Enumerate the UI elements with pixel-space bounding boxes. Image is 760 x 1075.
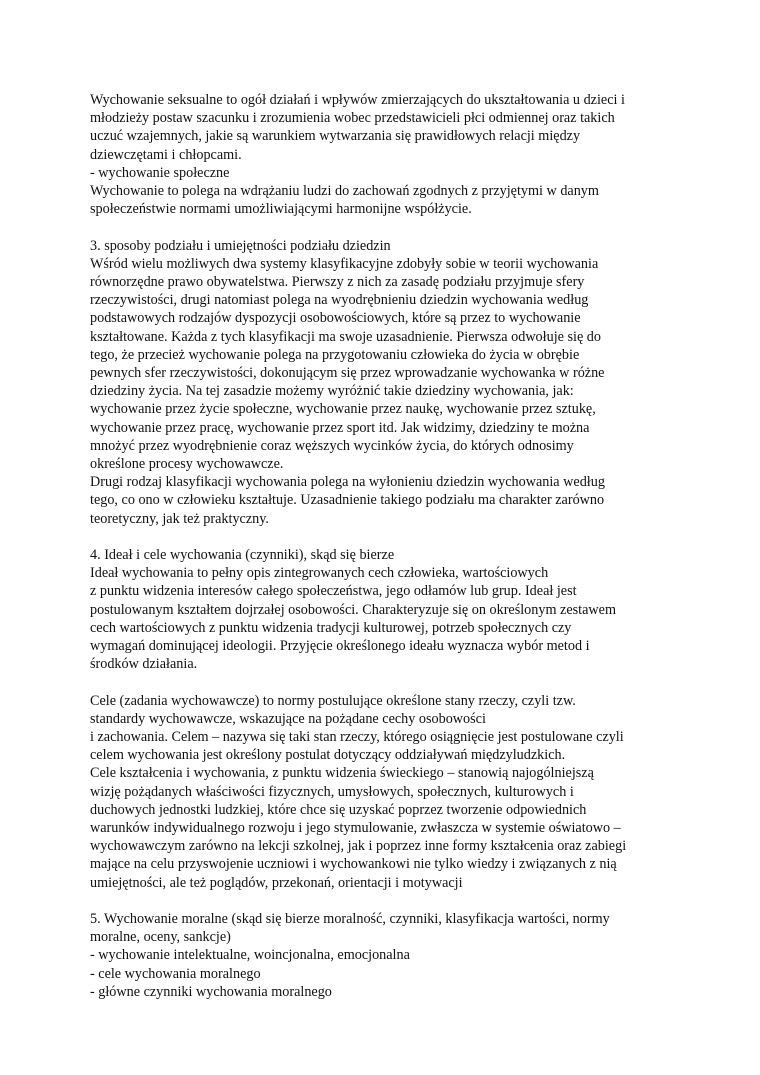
text-line: Wychowanie to polega na wdrążaniu ludzi do zachowań zgodnych z przyjętymi w danym (90, 183, 599, 200)
text-line: środków działania. (90, 656, 198, 673)
paragraph-ideal (90, 546, 700, 673)
paragraph-moralne (90, 910, 700, 1001)
text-line: wychowawczym zarówno na lekcji szkolnej, jak i poprzez inne formy kształcenia oraz zabiegi (90, 838, 627, 855)
text-line: uczuć wzajemnych, jakie są warunkiem wytwarzania się prawidłowych relacji między (90, 128, 581, 145)
text-line: Cele kształcenia i wychowania, z punktu widzenia świeckiego – stanowią najogólniejszą (90, 765, 594, 782)
text-line: dziedziny życia. Na tej zasadzie możemy wyróżnić takie dziedziny wychowania, jak: (90, 383, 574, 400)
text-line: postulowanym kształtem dojrzałej osobowości. Charakteryzuje się on określonym zestawem (90, 601, 616, 618)
text-line: rzeczywistości, drugi natomiast polega na wyodrębnieniu dziedzin wychowania według (90, 292, 589, 309)
text-line: Ideał wychowania to pełny opis zintegrowanych cech człowieka, wartościowych (90, 565, 549, 582)
text-line: - wychowanie intelektualne, woincjonalna, emocjonalna (90, 947, 410, 964)
paragraph-gap (90, 528, 700, 546)
text-line: moralne, oceny, sankcje) (90, 929, 231, 946)
paragraph-gap (90, 218, 700, 236)
text-line: teoretyczny, jak też praktyczny. (90, 510, 269, 527)
text-line: 4. Ideał i cele wychowania (czynniki), skąd się bierze (90, 547, 395, 564)
text-line: celem wychowania jest określony postulat dotyczący oddziaływań międzyludzkich. (90, 747, 566, 764)
text-line: i zachowania. Celem – nazywa się taki stan rzeczy, którego osiągnięcie jest postulowane czyli (90, 729, 624, 746)
text-line: mnożyć przez wyodrębnienie coraz węższych wycinków życia, do których odnosimy (90, 437, 574, 454)
text-line: mające na celu przyswojenie uczniowi i wychowankowi nie tylko wiedzy i związanych z nią (90, 856, 617, 873)
text-line: 3. sposoby podziału i umiejętności podziału dziedzin (90, 237, 391, 254)
text-line: wychowanie przez pracę, wychowanie przez sport itd. Jak widzimy, dziedziny te można (90, 419, 590, 436)
text-line: cech wartościowych z punktu widzenia tradycji kulturowej, potrzeb społecznych czy (90, 619, 572, 636)
text-line: 5. Wychowanie moralne (skąd się bierze moralność, czynniki, klasyfikacja wartości, normy (90, 911, 610, 928)
text-line: młodzieży postaw szacunku i zrozumienia wobec przedstawicieli płci odmiennej oraz takich (90, 110, 615, 127)
text-line: tego, że przecież wychowanie polega na przygotowaniu człowieka do życia w obrębie (90, 346, 580, 363)
paragraph-seksualne (90, 91, 700, 218)
text-line: - cele wychowania moralnego (90, 965, 261, 982)
document-body (90, 91, 700, 1001)
text-line: Wśród wielu możliwych dwa systemy klasyfikacyjne zdobyły sobie w teorii wychowania (90, 255, 599, 272)
text-line: - główne czynniki wychowania moralnego (90, 983, 332, 1000)
text-line: pewnych sfer rzeczywistości, dokonującym się przez wprowadzanie wychowanka w różne (90, 365, 605, 382)
paragraph-gap (90, 892, 700, 910)
text-line: duchowych jednostki ludzkiej, które chce się uzyskać poprzez tworzenie odpowiednich (90, 801, 587, 818)
paragraph-gap (90, 673, 700, 691)
text-line: - wychowanie społeczne (90, 164, 230, 181)
paragraph-cele (90, 692, 700, 892)
paragraph-sposoby-podzialu (90, 237, 700, 528)
text-line: określone procesy wychowawcze. (90, 456, 284, 473)
text-line: z punktu widzenia interesów całego społeczeństwa, jego odłamów lub grup. Ideał jest (90, 583, 577, 600)
text-line: tego, co ono w człowieku kształtuje. Uzasadnienie takiego podziału ma charakter zarówno (90, 492, 605, 509)
text-line: wymagań dominującej ideologii. Przyjęcie określonego ideału wyznacza wybór metod i (90, 638, 590, 655)
text-line: podstawowych rodzajów dyspozycji osobowościowych, które są przez to wychowanie (90, 310, 581, 327)
text-line: umiejętności, ale też poglądów, przekonań, orientacji i motywacji (90, 874, 463, 891)
text-line: warunków indywidualnego rozwoju i jego stymulowanie, zwłaszcza w systemie oświatowo – (90, 820, 621, 837)
text-line: Drugi rodzaj klasyfikacji wychowania polega na wyłonieniu dziedzin wychowania według (90, 474, 605, 491)
text-line: standardy wychowawcze, wskazujące na pożądane cechy osobowości (90, 710, 486, 727)
text-line: kształtowane. Każda z tych klasyfikacji ma swoje uzasadnienie. Pierwsza odwołuje się do (90, 328, 601, 345)
text-line: wizję pożądanych właściwości fizycznych, umysłowych, społecznych, kulturowych i (90, 783, 574, 800)
text-line: społeczeństwie normami umożliwiającymi harmonijne współżycie. (90, 201, 472, 218)
text-line: Wychowanie seksualne to ogół działań i wpływów zmierzających do ukształtowania u dzieci i (90, 92, 625, 108)
text-line: wychowanie przez życie społeczne, wychowanie przez naukę, wychowanie przez sztukę, (90, 401, 596, 418)
text-line: dziewczętami i chłopcami. (90, 146, 242, 163)
text-line: Cele (zadania wychowawcze) to normy postulujące określone stany rzeczy, czyli tzw. (90, 692, 576, 709)
text-line: równorzędne prawo obywatelstwa. Pierwszy z nich za zasadę podziału przyjmuje sfery (90, 274, 585, 291)
